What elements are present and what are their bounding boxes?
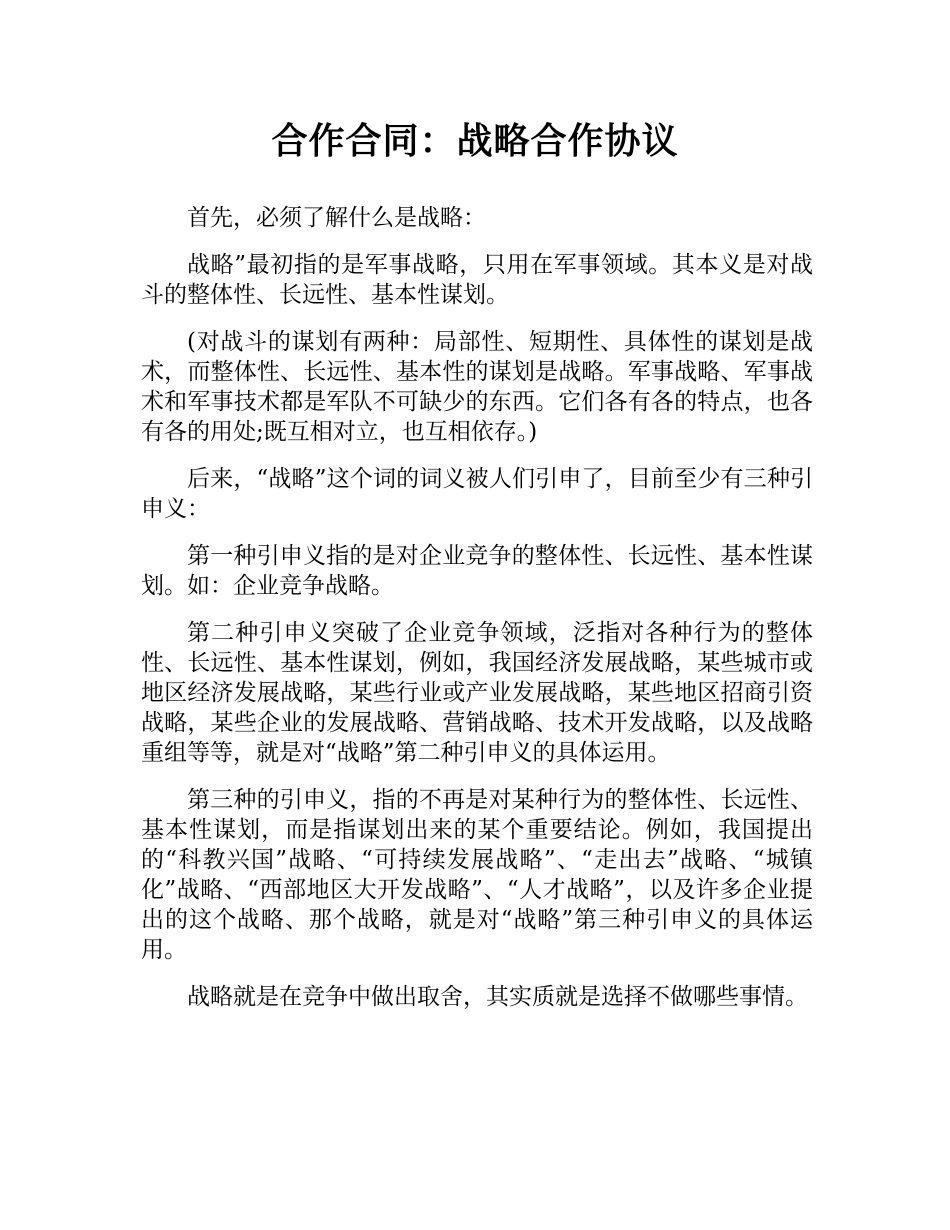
paragraph-third-meaning: 第三种的引申义，指的不再是对某种行为的整体性、长远性、基本性谋划，而是指谋划出来的某个重要结论。例如，我国提出的“科教兴国”战略、“可持续发展战略”、“走出去”战略、“城镇化”战略、“西部地区大开发战略”、“人才战略”，以及许多企业提出的这个战略、那个战略，就是对“战略”第三种引申义的具体运用。	[141, 787, 813, 963]
paragraph-second-meaning: 第二种引申义突破了企业竞争领域，泛指对各种行为的整体性、长远性、基本性谋划，例如，我国经济发展战略，某些城市或地区经济发展战略，某些行业或产业发展战略，某些地区招商引资战略，某些企业的发展战略、营销战略、技术开发战略，以及战略重组等等，就是对“战略”第二种引申义的具体运用。	[141, 620, 813, 766]
paragraph-intro: 首先，必须了解什么是战略：	[187, 205, 486, 231]
document-body	[141, 203, 813, 1029]
paragraph-military-definition: 战略”最初指的是军事战略，只用在军事领域。其本义是对战斗的整体性、长远性、基本性谋划。	[141, 252, 813, 308]
document-title: 合作合同：战略合作协议	[271, 121, 679, 162]
paragraph-conclusion: 战略就是在竞争中做出取舍，其实质就是选择不做哪些事情。	[187, 984, 808, 1010]
paragraph-extended-meanings: 后来，“战略”这个词的词义被人们引申了，目前至少有三种引申义：	[141, 466, 813, 522]
paragraph-first-meaning: 第一种引申义指的是对企业竞争的整体性、长远性、基本性谋划。如：企业竞争战略。	[141, 543, 813, 599]
paragraph-tactics-vs-strategy: (对战斗的谋划有两种：局部性、短期性、具体性的谋划是战术，而整体性、长远性、基本性的谋划是战略。军事战略、军事战术和军事技术都是军队不可缺少的东西。它们各有各的特点，也各有各的用处;既互相对立，也互相依存。)	[141, 329, 813, 445]
